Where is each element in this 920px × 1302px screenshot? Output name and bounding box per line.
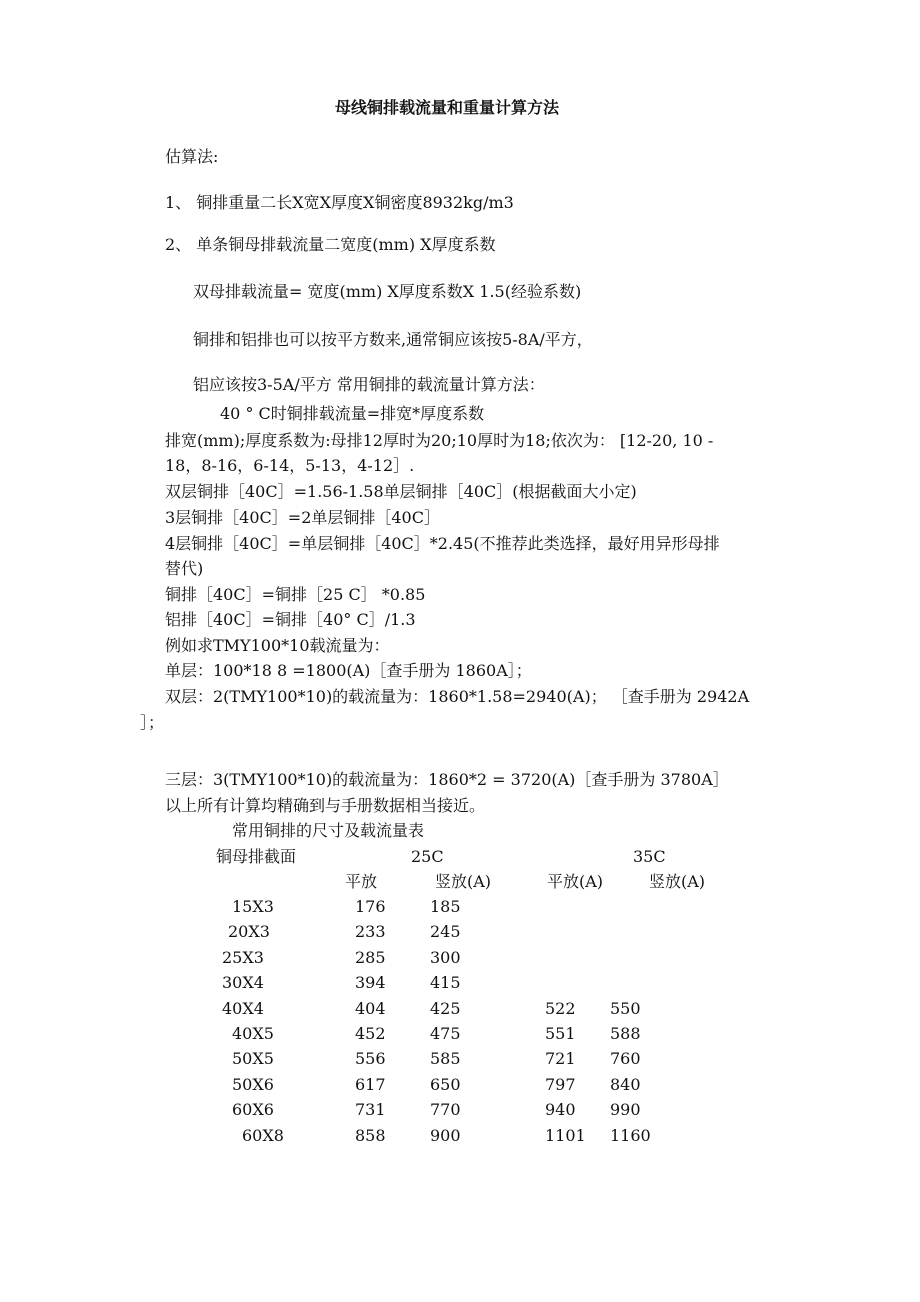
text-line: 估算法:: [165, 147, 219, 166]
cell-section: 50X5: [232, 1049, 274, 1069]
cell-section: 60X8: [242, 1125, 284, 1145]
text-line: 3层铜排［40C］=2单层铜排［40C］: [165, 508, 440, 527]
text-line: ］；: [140, 713, 165, 732]
cell-value: 394: [355, 973, 386, 993]
cell-value: 185: [430, 897, 461, 916]
cell-value: 556: [355, 1049, 386, 1069]
text-line: 铜排［40C］=铜排［25 C］ *0.85: [165, 585, 426, 604]
cell-value: 797: [545, 1074, 576, 1094]
subheader: 竖放(A): [649, 872, 706, 891]
text-line: 40 ° C时铜排载流量=排宽*厚度系数: [220, 404, 485, 423]
subheader: 竖放(A): [435, 872, 492, 891]
cell-section: 25X3: [222, 947, 264, 967]
header-25c: 25C: [411, 847, 444, 866]
cell-value: 840: [610, 1074, 641, 1094]
cell-value: 475: [430, 1024, 461, 1043]
cell-value: 551: [545, 1024, 576, 1043]
cell-section: 40X5: [232, 1024, 274, 1043]
cell-section: 60X6: [232, 1100, 274, 1120]
cell-value: 588: [610, 1024, 641, 1043]
text-line: 双层：2(TMY100*10)的载流量为：1860*1.58=2940(A)； ［查手册为 2942A: [165, 687, 750, 706]
text-line: 双母排载流量= 宽度(mm) X厚度系数X 1.5(经验系数): [193, 282, 582, 301]
cell-value: 425: [430, 998, 461, 1018]
cell-value: 770: [430, 1100, 461, 1120]
cell-value: 300: [430, 947, 461, 967]
cell-value: 940: [545, 1100, 576, 1120]
cell-value: 721: [545, 1049, 576, 1069]
cell-value: 760: [610, 1049, 641, 1069]
cell-value: 585: [430, 1049, 461, 1069]
cell-value: 176: [355, 897, 386, 916]
text-line: 铜排和铝排也可以按平方数来,通常铜应该按5-8A/平方，: [193, 330, 593, 349]
subheader: 平放(A): [547, 872, 604, 891]
text-line: 替代): [165, 559, 204, 578]
text-line: 铝应该按3-5A/平方 常用铜排的载流量计算方法：: [193, 375, 545, 394]
table-caption: 常用铜排的尺寸及载流量表: [232, 821, 425, 840]
cell-section: 50X6: [232, 1074, 274, 1094]
cell-value: 452: [355, 1024, 386, 1043]
cell-section: 30X4: [222, 973, 264, 993]
cell-value: 650: [430, 1074, 461, 1094]
cell-section: 15X3: [232, 897, 274, 916]
subheader: 平放: [345, 872, 378, 891]
text-line: 单层：100*18 8 =1800(A)［查手册为 1860A］；: [165, 661, 532, 680]
cell-value: 522: [545, 998, 576, 1018]
header-section: 铜母排截面: [216, 847, 297, 866]
text-line: 1、 铜排重量二长X宽X厚度X铜密度8932kg/m3: [165, 193, 514, 212]
header-35c: 35C: [633, 847, 666, 866]
text-line: 4层铜排［40C］=单层铜排［40C］*2.45(不推荐此类选择，最好用异形母排: [165, 534, 720, 553]
text-line: 2、 单条铜母排载流量二宽度(mm) X厚度系数: [165, 235, 496, 254]
text-line: 18，8-16，6-14，5-13，4-12］.: [165, 456, 415, 475]
cell-value: 404: [355, 998, 386, 1018]
cell-section: 20X3: [228, 922, 270, 942]
text-line: 双层铜排［40C］=1.56-1.58单层铜排［40C］(根据截面大小定): [165, 482, 637, 501]
cell-value: 415: [430, 973, 461, 993]
cell-value: 617: [355, 1074, 386, 1094]
cell-value: 900: [430, 1125, 461, 1145]
cell-value: 550: [610, 998, 641, 1018]
text-line: 以上所有计算均精确到与手册数据相当接近。: [165, 796, 486, 815]
text-line: 三层：3(TMY100*10)的载流量为：1860*2 = 3720(A)［查手册为 3780A］: [165, 770, 729, 789]
cell-value: 233: [355, 922, 386, 942]
cell-value: 990: [610, 1100, 641, 1120]
text-line: 例如求TMY100*10载流量为：: [165, 636, 390, 655]
text-line: 铝排［40C］=铜排［40° C］/1.3: [165, 610, 416, 629]
cell-value: 731: [355, 1100, 386, 1120]
cell-value: 858: [355, 1125, 386, 1145]
cell-value: 285: [355, 947, 386, 967]
text-line: 排宽(mm);厚度系数为:母排12厚时为20;10厚时为18;依次为： [12-20, 10 -: [165, 431, 714, 450]
cell-section: 40X4: [222, 998, 264, 1018]
cell-value: 245: [430, 922, 461, 942]
cell-value: 1101: [545, 1125, 586, 1145]
cell-value: 1160: [610, 1125, 651, 1145]
document-title: 母线铜排载流量和重量计算方法: [335, 98, 560, 117]
